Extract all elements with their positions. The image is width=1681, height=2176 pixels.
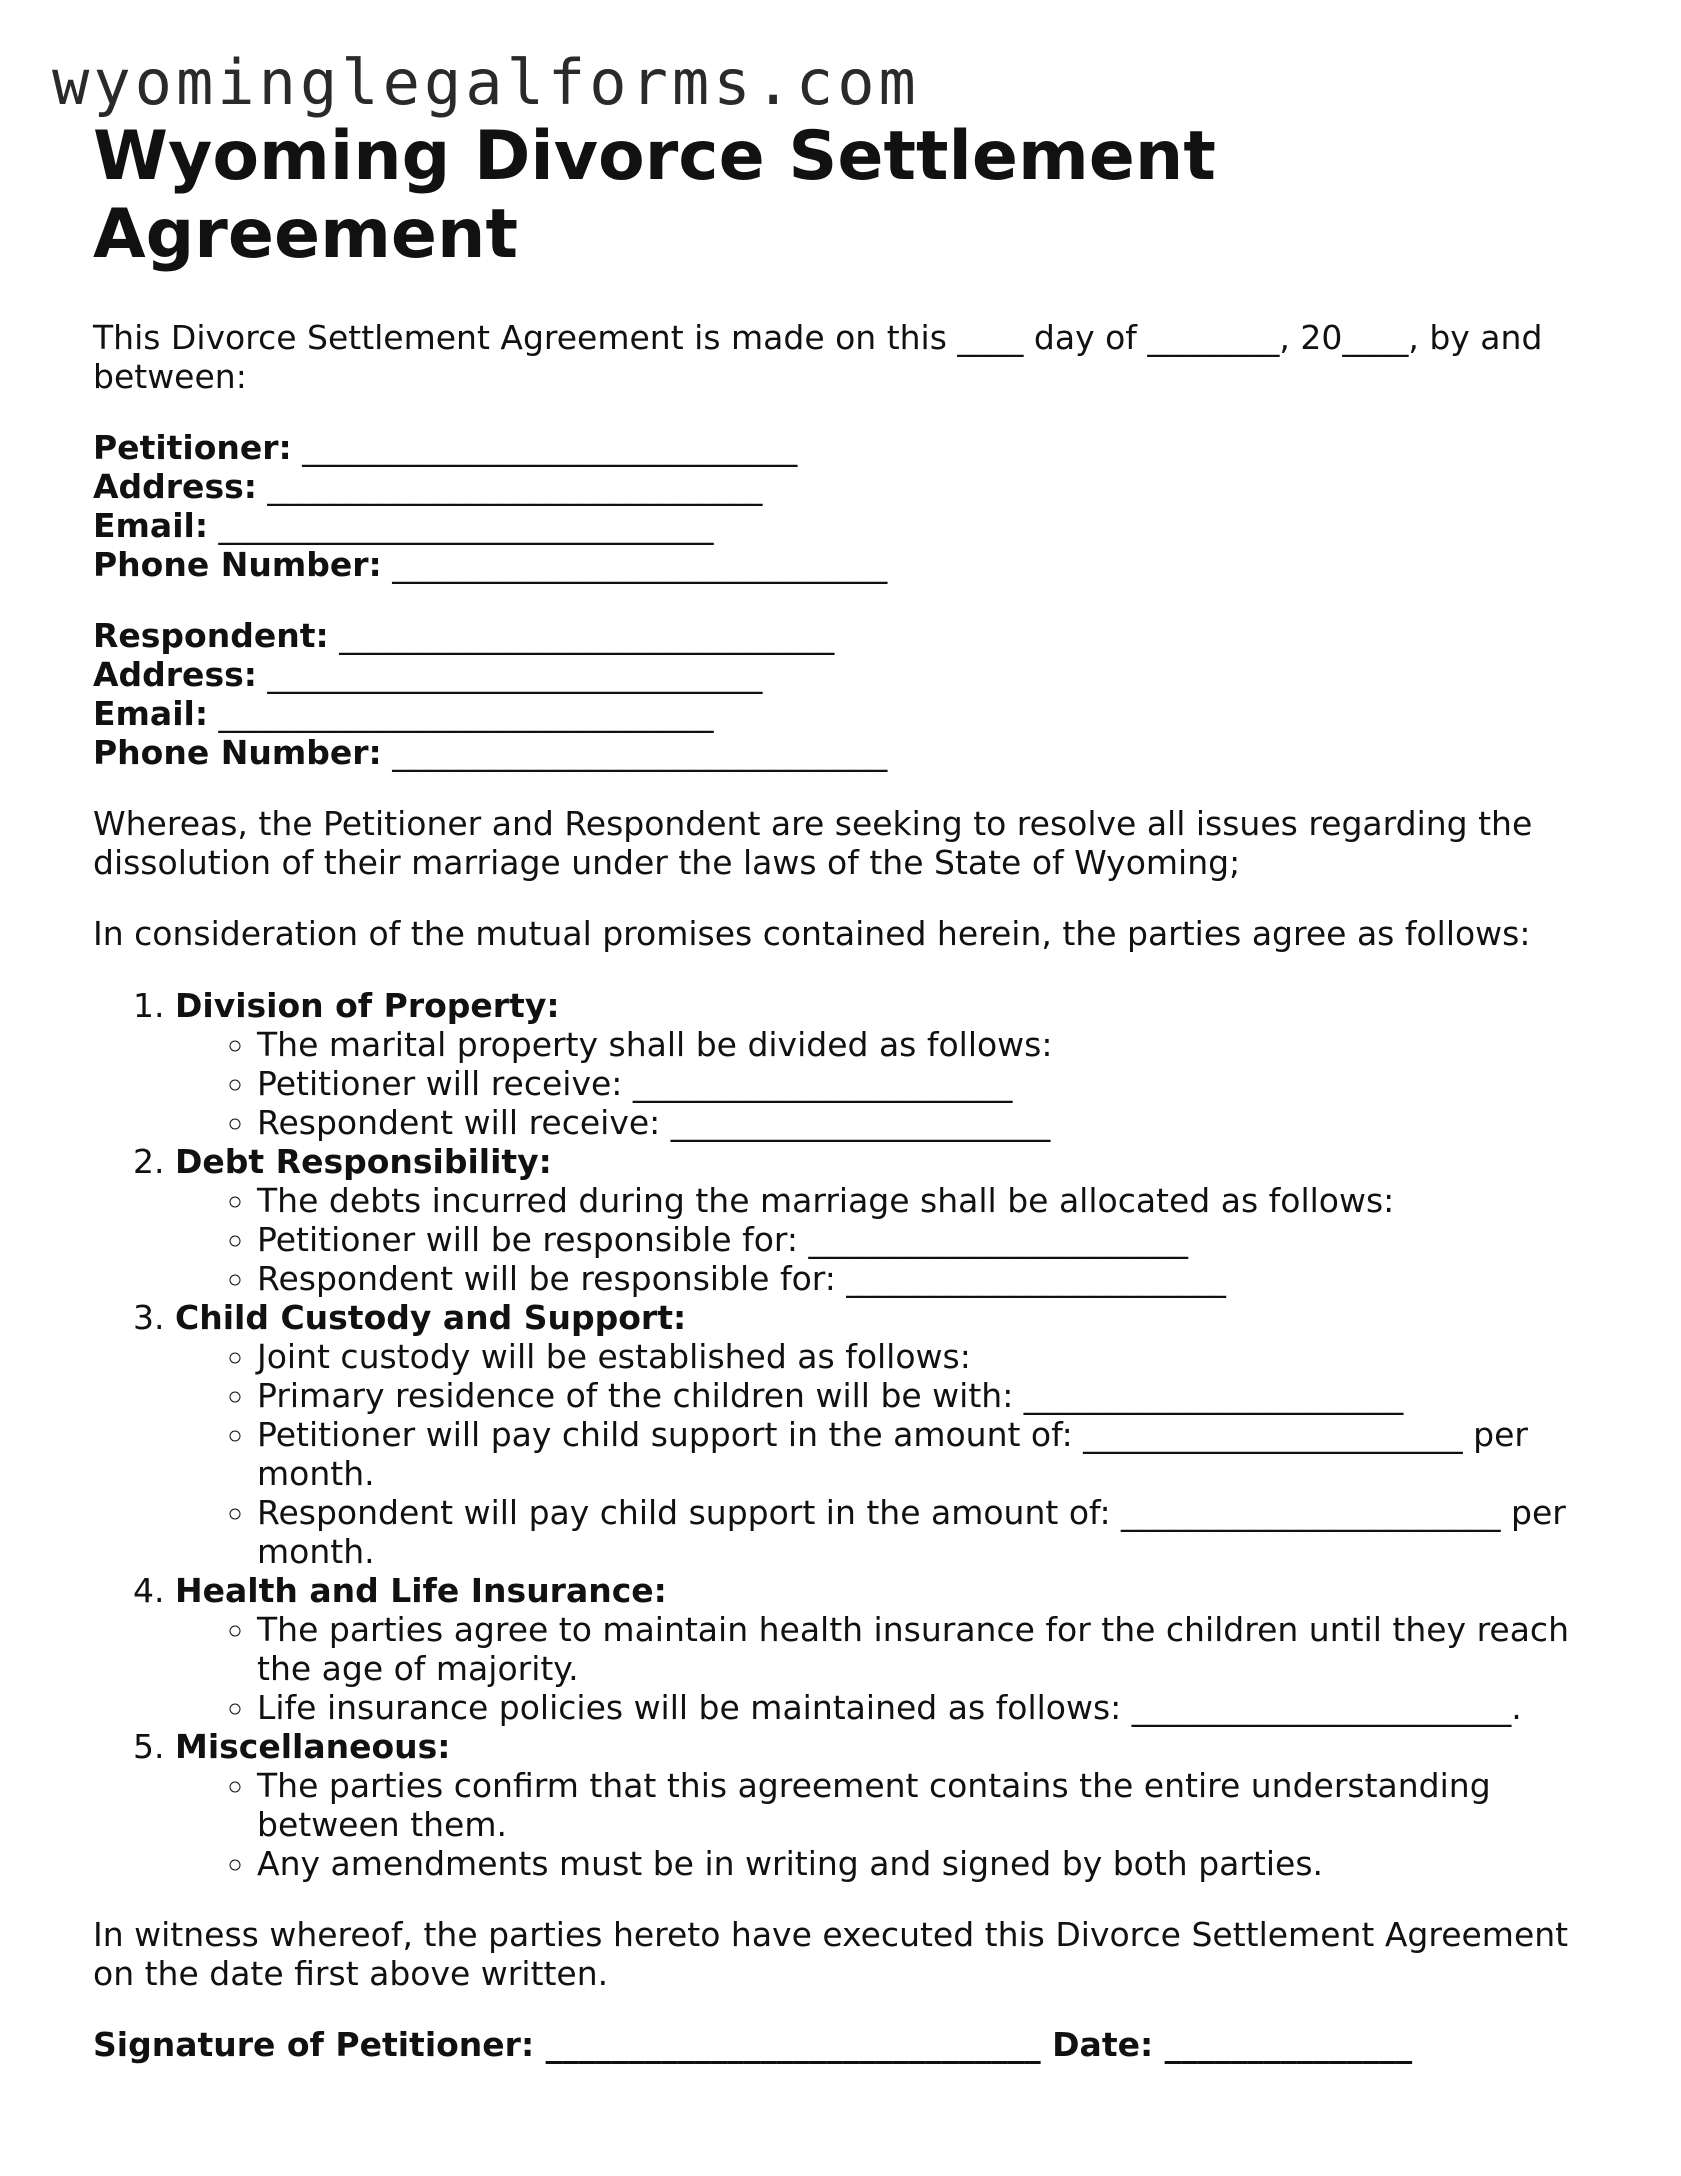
date-label: Date: — [1052, 2025, 1154, 2064]
agreement-sections — [93, 986, 1593, 1883]
list-item[interactable]: ◦ Respondent will pay child support in the amount of: _______________________ per month. — [257, 1493, 1593, 1571]
respondent-block — [93, 616, 1593, 772]
petitioner-phone-label: Phone Number: — [93, 545, 382, 584]
respondent-phone-label: Phone Number: — [93, 733, 382, 772]
section-division-of-property — [175, 986, 1593, 1142]
signature-blank[interactable]: ______________________________ — [545, 2025, 1041, 2064]
section-title: Division of Property: — [175, 986, 560, 1025]
list-item: ◦ The debts incurred during the marriage shall be allocated as follows: — [257, 1181, 1593, 1220]
section-title: Debt Responsibility: — [175, 1142, 552, 1181]
whereas-paragraph: Whereas, the Petitioner and Respondent are seeking to resolve all issues regarding the dissolution of their marriage under the laws of the State of Wyoming; — [93, 804, 1533, 882]
section-child-custody-and-support — [175, 1298, 1593, 1571]
petitioner-block — [93, 428, 1593, 584]
list-item: ◦ The parties agree to maintain health insurance for the children until they reach the age of majority. — [257, 1610, 1593, 1688]
list-item[interactable]: ◦ Petitioner will receive: _______________________ — [257, 1064, 1593, 1103]
intro-paragraph: This Divorce Settlement Agreement is made on this ____ day of ________, 20____, by and between: — [93, 318, 1543, 396]
section-title: Miscellaneous: — [175, 1727, 451, 1766]
respondent-phone-blank: ______________________________ — [392, 733, 888, 772]
list-item: ◦ Joint custody will be established as follows: — [257, 1337, 1593, 1376]
petitioner-phone-field[interactable] — [93, 545, 1593, 584]
list-item[interactable]: ◦ Respondent will be responsible for: _______________________ — [257, 1259, 1593, 1298]
petitioner-name-label: Petitioner: — [93, 428, 292, 467]
consideration-paragraph: In consideration of the mutual promises contained herein, the parties agree as follows: — [93, 914, 1531, 953]
petitioner-name-blank: ______________________________ — [302, 428, 798, 467]
list-item[interactable]: ◦ Petitioner will pay child support in the amount of: _______________________ per month. — [257, 1415, 1593, 1493]
section-title: Child Custody and Support: — [175, 1298, 687, 1337]
respondent-address-field[interactable] — [93, 655, 1593, 694]
petitioner-address-blank: ______________________________ — [267, 467, 763, 506]
respondent-name-field[interactable] — [93, 616, 1593, 655]
respondent-name-blank: ______________________________ — [339, 616, 835, 655]
petitioner-email-blank: ______________________________ — [218, 506, 714, 545]
respondent-name-label: Respondent: — [93, 616, 329, 655]
petitioner-email-field[interactable] — [93, 506, 1593, 545]
section-health-and-life-insurance — [175, 1571, 1593, 1727]
respondent-address-blank: ______________________________ — [267, 655, 763, 694]
petitioner-name-field[interactable] — [93, 428, 1593, 467]
list-item[interactable]: ◦ Respondent will receive: _______________________ — [257, 1103, 1593, 1142]
list-item: ◦ The parties confirm that this agreement contains the entire understanding between them. — [257, 1766, 1593, 1844]
respondent-email-field[interactable] — [93, 694, 1593, 733]
section-miscellaneous — [175, 1727, 1593, 1883]
list-item[interactable]: ◦ Life insurance policies will be maintained as follows: _______________________. — [257, 1688, 1593, 1727]
signature-label: Signature of Petitioner: — [93, 2025, 535, 2064]
closing-paragraph: In witness whereof, the parties hereto have executed this Divorce Settlement Agreement on the date first above written. — [93, 1915, 1569, 1993]
petitioner-address-label: Address: — [93, 467, 257, 506]
respondent-email-label: Email: — [93, 694, 209, 733]
respondent-phone-field[interactable] — [93, 733, 1593, 772]
petitioner-address-field[interactable] — [93, 467, 1593, 506]
list-item: ◦ The marital property shall be divided as follows: — [257, 1025, 1593, 1064]
list-item: ◦ Any amendments must be in writing and signed by both parties. — [257, 1844, 1593, 1883]
petitioner-phone-blank: ______________________________ — [392, 545, 888, 584]
document-title: Wyoming Divorce Settlement Agreement — [93, 117, 1216, 274]
site-watermark: wyominglegalforms.com — [52, 46, 920, 119]
document-page — [93, 118, 1593, 2064]
section-title: Health and Life Insurance: — [175, 1571, 667, 1610]
section-debt-responsibility — [175, 1142, 1593, 1298]
date-blank[interactable]: _______________ — [1164, 2025, 1413, 2064]
list-item[interactable]: ◦ Petitioner will be responsible for: _______________________ — [257, 1220, 1593, 1259]
petitioner-signature-line[interactable] — [93, 2025, 1593, 2064]
petitioner-email-label: Email: — [93, 506, 209, 545]
respondent-address-label: Address: — [93, 655, 257, 694]
list-item[interactable]: ◦ Primary residence of the children will be with: _______________________ — [257, 1376, 1593, 1415]
respondent-email-blank: ______________________________ — [218, 694, 714, 733]
